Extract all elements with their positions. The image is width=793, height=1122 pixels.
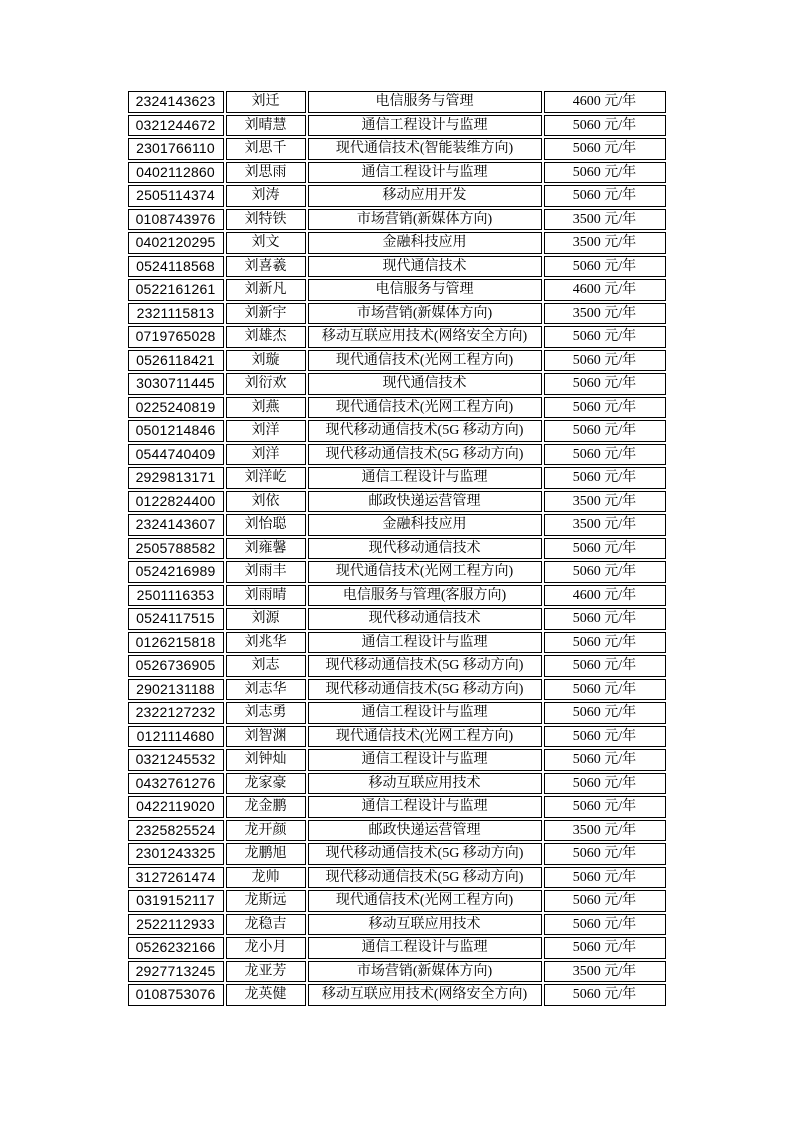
student-id-cell: 0321244672 bbox=[128, 115, 224, 137]
student-fee-table bbox=[126, 89, 668, 1008]
fee-cell: 5060 元/年 bbox=[544, 937, 666, 959]
fee-cell: 5060 元/年 bbox=[544, 467, 666, 489]
student-id-cell: 2324143607 bbox=[128, 514, 224, 536]
program-cell: 现代移动通信技术(5G 移动方向) bbox=[308, 444, 542, 466]
fee-cell: 5060 元/年 bbox=[544, 655, 666, 677]
program-cell: 市场营销(新媒体方向) bbox=[308, 961, 542, 983]
student-name-cell: 龙鹏旭 bbox=[226, 843, 306, 865]
program-cell: 通信工程设计与监理 bbox=[308, 632, 542, 654]
fee-cell: 5060 元/年 bbox=[544, 444, 666, 466]
table-row bbox=[128, 326, 666, 348]
program-cell: 现代通信技术(光网工程方向) bbox=[308, 350, 542, 372]
program-cell: 现代移动通信技术(5G 移动方向) bbox=[308, 420, 542, 442]
table-row bbox=[128, 632, 666, 654]
fee-cell: 5060 元/年 bbox=[544, 890, 666, 912]
student-name-cell: 刘雄杰 bbox=[226, 326, 306, 348]
student-id-cell: 2929813171 bbox=[128, 467, 224, 489]
table-row bbox=[128, 773, 666, 795]
student-id-cell: 2301243325 bbox=[128, 843, 224, 865]
student-id-cell: 2325825524 bbox=[128, 820, 224, 842]
table-row bbox=[128, 185, 666, 207]
student-id-cell: 2505788582 bbox=[128, 538, 224, 560]
table-row bbox=[128, 279, 666, 301]
student-name-cell: 刘雨晴 bbox=[226, 585, 306, 607]
program-cell: 现代移动通信技术(5G 移动方向) bbox=[308, 655, 542, 677]
student-name-cell: 刘文 bbox=[226, 232, 306, 254]
student-name-cell: 刘新宇 bbox=[226, 303, 306, 325]
fee-cell: 5060 元/年 bbox=[544, 796, 666, 818]
table-row bbox=[128, 585, 666, 607]
fee-cell: 5060 元/年 bbox=[544, 185, 666, 207]
program-cell: 现代移动通信技术(5G 移动方向) bbox=[308, 867, 542, 889]
student-name-cell: 刘洋屹 bbox=[226, 467, 306, 489]
student-name-cell: 龙金鹏 bbox=[226, 796, 306, 818]
student-name-cell: 刘洋 bbox=[226, 420, 306, 442]
student-id-cell: 2321115813 bbox=[128, 303, 224, 325]
fee-cell: 5060 元/年 bbox=[544, 373, 666, 395]
table-row bbox=[128, 867, 666, 889]
student-name-cell: 刘智渊 bbox=[226, 726, 306, 748]
table-row bbox=[128, 890, 666, 912]
fee-cell: 5060 元/年 bbox=[544, 679, 666, 701]
table-row bbox=[128, 138, 666, 160]
student-id-cell: 2322127232 bbox=[128, 702, 224, 724]
student-id-cell: 0432761276 bbox=[128, 773, 224, 795]
fee-cell: 5060 元/年 bbox=[544, 256, 666, 278]
program-cell: 通信工程设计与监理 bbox=[308, 749, 542, 771]
program-cell: 现代通信技术(光网工程方向) bbox=[308, 890, 542, 912]
student-name-cell: 龙英健 bbox=[226, 984, 306, 1006]
student-name-cell: 刘衍欢 bbox=[226, 373, 306, 395]
fee-cell: 5060 元/年 bbox=[544, 632, 666, 654]
table-row bbox=[128, 655, 666, 677]
student-name-cell: 刘璇 bbox=[226, 350, 306, 372]
table-row bbox=[128, 820, 666, 842]
program-cell: 电信服务与管理 bbox=[308, 91, 542, 113]
program-cell: 通信工程设计与监理 bbox=[308, 115, 542, 137]
student-id-cell: 0501214846 bbox=[128, 420, 224, 442]
student-id-cell: 0526736905 bbox=[128, 655, 224, 677]
student-id-cell: 0524216989 bbox=[128, 561, 224, 583]
program-cell: 移动互联应用技术 bbox=[308, 773, 542, 795]
student-name-cell: 刘依 bbox=[226, 491, 306, 513]
table-row bbox=[128, 209, 666, 231]
table-row bbox=[128, 467, 666, 489]
table-row bbox=[128, 514, 666, 536]
fee-cell: 5060 元/年 bbox=[544, 561, 666, 583]
student-name-cell: 龙帅 bbox=[226, 867, 306, 889]
student-name-cell: 龙开颜 bbox=[226, 820, 306, 842]
fee-cell: 5060 元/年 bbox=[544, 773, 666, 795]
student-name-cell: 刘洋 bbox=[226, 444, 306, 466]
fee-cell: 3500 元/年 bbox=[544, 303, 666, 325]
student-id-cell: 0121114680 bbox=[128, 726, 224, 748]
fee-cell: 5060 元/年 bbox=[544, 843, 666, 865]
table-row bbox=[128, 303, 666, 325]
fee-cell: 3500 元/年 bbox=[544, 209, 666, 231]
program-cell: 金融科技应用 bbox=[308, 232, 542, 254]
table-row bbox=[128, 397, 666, 419]
fee-cell: 5060 元/年 bbox=[544, 326, 666, 348]
student-id-cell: 0526118421 bbox=[128, 350, 224, 372]
student-id-cell: 0522161261 bbox=[128, 279, 224, 301]
fee-cell: 5060 元/年 bbox=[544, 538, 666, 560]
student-name-cell: 龙稳吉 bbox=[226, 914, 306, 936]
fee-cell: 5060 元/年 bbox=[544, 867, 666, 889]
fee-cell: 3500 元/年 bbox=[544, 491, 666, 513]
student-id-cell: 2902131188 bbox=[128, 679, 224, 701]
student-name-cell: 龙亚芳 bbox=[226, 961, 306, 983]
table-row bbox=[128, 420, 666, 442]
student-id-cell: 0319152117 bbox=[128, 890, 224, 912]
table-row bbox=[128, 350, 666, 372]
program-cell: 通信工程设计与监理 bbox=[308, 796, 542, 818]
table-row bbox=[128, 726, 666, 748]
program-cell: 现代通信技术(光网工程方向) bbox=[308, 397, 542, 419]
student-name-cell: 刘思千 bbox=[226, 138, 306, 160]
program-cell: 现代移动通信技术 bbox=[308, 608, 542, 630]
fee-cell: 3500 元/年 bbox=[544, 232, 666, 254]
program-cell: 现代移动通信技术 bbox=[308, 538, 542, 560]
program-cell: 市场营销(新媒体方向) bbox=[308, 209, 542, 231]
fee-cell: 5060 元/年 bbox=[544, 350, 666, 372]
program-cell: 邮政快递运营管理 bbox=[308, 820, 542, 842]
fee-cell: 3500 元/年 bbox=[544, 820, 666, 842]
table-row bbox=[128, 796, 666, 818]
table-row bbox=[128, 491, 666, 513]
table-row bbox=[128, 115, 666, 137]
program-cell: 现代通信技术(光网工程方向) bbox=[308, 726, 542, 748]
program-cell: 现代通信技术 bbox=[308, 373, 542, 395]
program-cell: 通信工程设计与监理 bbox=[308, 162, 542, 184]
fee-cell: 5060 元/年 bbox=[544, 702, 666, 724]
fee-cell: 5060 元/年 bbox=[544, 749, 666, 771]
program-cell: 现代移动通信技术(5G 移动方向) bbox=[308, 679, 542, 701]
table-row bbox=[128, 843, 666, 865]
table-row bbox=[128, 538, 666, 560]
student-name-cell: 刘兆华 bbox=[226, 632, 306, 654]
program-cell: 通信工程设计与监理 bbox=[308, 702, 542, 724]
student-name-cell: 刘雨丰 bbox=[226, 561, 306, 583]
student-id-cell: 0402112860 bbox=[128, 162, 224, 184]
program-cell: 金融科技应用 bbox=[308, 514, 542, 536]
student-id-cell: 3127261474 bbox=[128, 867, 224, 889]
fee-cell: 5060 元/年 bbox=[544, 984, 666, 1006]
fee-cell: 5060 元/年 bbox=[544, 914, 666, 936]
student-id-cell: 0524118568 bbox=[128, 256, 224, 278]
table-row bbox=[128, 608, 666, 630]
student-id-cell: 3030711445 bbox=[128, 373, 224, 395]
student-name-cell: 刘新凡 bbox=[226, 279, 306, 301]
program-cell: 移动互联应用技术(网络安全方向) bbox=[308, 326, 542, 348]
student-name-cell: 刘涛 bbox=[226, 185, 306, 207]
program-cell: 现代移动通信技术(5G 移动方向) bbox=[308, 843, 542, 865]
program-cell: 移动应用开发 bbox=[308, 185, 542, 207]
student-name-cell: 刘雍馨 bbox=[226, 538, 306, 560]
student-name-cell: 龙家豪 bbox=[226, 773, 306, 795]
program-cell: 通信工程设计与监理 bbox=[308, 937, 542, 959]
student-id-cell: 2927713245 bbox=[128, 961, 224, 983]
table-row bbox=[128, 984, 666, 1006]
student-name-cell: 刘思雨 bbox=[226, 162, 306, 184]
table-row bbox=[128, 679, 666, 701]
student-id-cell: 0402120295 bbox=[128, 232, 224, 254]
student-id-cell: 0719765028 bbox=[128, 326, 224, 348]
student-id-cell: 0544740409 bbox=[128, 444, 224, 466]
program-cell: 邮政快递运营管理 bbox=[308, 491, 542, 513]
student-id-cell: 0524117515 bbox=[128, 608, 224, 630]
program-cell: 现代通信技术(智能装维方向) bbox=[308, 138, 542, 160]
program-cell: 现代通信技术(光网工程方向) bbox=[308, 561, 542, 583]
program-cell: 移动互联应用技术(网络安全方向) bbox=[308, 984, 542, 1006]
student-name-cell: 刘志勇 bbox=[226, 702, 306, 724]
table-row bbox=[128, 914, 666, 936]
student-name-cell: 刘源 bbox=[226, 608, 306, 630]
student-name-cell: 刘迁 bbox=[226, 91, 306, 113]
student-id-cell: 0321245532 bbox=[128, 749, 224, 771]
student-id-cell: 2301766110 bbox=[128, 138, 224, 160]
program-cell: 电信服务与管理 bbox=[308, 279, 542, 301]
student-name-cell: 刘喜羲 bbox=[226, 256, 306, 278]
program-cell: 电信服务与管理(客服方向) bbox=[308, 585, 542, 607]
fee-cell: 5060 元/年 bbox=[544, 397, 666, 419]
student-name-cell: 刘怡聪 bbox=[226, 514, 306, 536]
program-cell: 市场营销(新媒体方向) bbox=[308, 303, 542, 325]
student-name-cell: 刘志 bbox=[226, 655, 306, 677]
fee-cell: 5060 元/年 bbox=[544, 420, 666, 442]
student-id-cell: 0108743976 bbox=[128, 209, 224, 231]
student-id-cell: 0108753076 bbox=[128, 984, 224, 1006]
student-id-cell: 2501116353 bbox=[128, 585, 224, 607]
fee-cell: 5060 元/年 bbox=[544, 162, 666, 184]
table-row bbox=[128, 444, 666, 466]
program-cell: 移动互联应用技术 bbox=[308, 914, 542, 936]
fee-cell: 3500 元/年 bbox=[544, 961, 666, 983]
student-id-cell: 0122824400 bbox=[128, 491, 224, 513]
table-row bbox=[128, 232, 666, 254]
fee-cell: 5060 元/年 bbox=[544, 726, 666, 748]
table-row bbox=[128, 373, 666, 395]
table-row bbox=[128, 256, 666, 278]
program-cell: 通信工程设计与监理 bbox=[308, 467, 542, 489]
student-name-cell: 刘晴慧 bbox=[226, 115, 306, 137]
fee-cell: 5060 元/年 bbox=[544, 115, 666, 137]
student-name-cell: 龙斯远 bbox=[226, 890, 306, 912]
fee-cell: 5060 元/年 bbox=[544, 138, 666, 160]
student-id-cell: 2505114374 bbox=[128, 185, 224, 207]
student-table-body bbox=[128, 91, 666, 1006]
student-id-cell: 2324143623 bbox=[128, 91, 224, 113]
student-id-cell: 0422119020 bbox=[128, 796, 224, 818]
table-row bbox=[128, 702, 666, 724]
student-id-cell: 0526232166 bbox=[128, 937, 224, 959]
table-row bbox=[128, 937, 666, 959]
student-name-cell: 刘钟灿 bbox=[226, 749, 306, 771]
fee-cell: 4600 元/年 bbox=[544, 279, 666, 301]
fee-cell: 3500 元/年 bbox=[544, 514, 666, 536]
table-row bbox=[128, 162, 666, 184]
student-id-cell: 0126215818 bbox=[128, 632, 224, 654]
fee-cell: 5060 元/年 bbox=[544, 608, 666, 630]
student-name-cell: 刘特铁 bbox=[226, 209, 306, 231]
fee-cell: 4600 元/年 bbox=[544, 585, 666, 607]
fee-cell: 4600 元/年 bbox=[544, 91, 666, 113]
table-row bbox=[128, 749, 666, 771]
table-row bbox=[128, 91, 666, 113]
student-id-cell: 0225240819 bbox=[128, 397, 224, 419]
student-name-cell: 刘志华 bbox=[226, 679, 306, 701]
table-row bbox=[128, 961, 666, 983]
student-name-cell: 刘燕 bbox=[226, 397, 306, 419]
table-row bbox=[128, 561, 666, 583]
program-cell: 现代通信技术 bbox=[308, 256, 542, 278]
student-id-cell: 2522112933 bbox=[128, 914, 224, 936]
student-name-cell: 龙小月 bbox=[226, 937, 306, 959]
